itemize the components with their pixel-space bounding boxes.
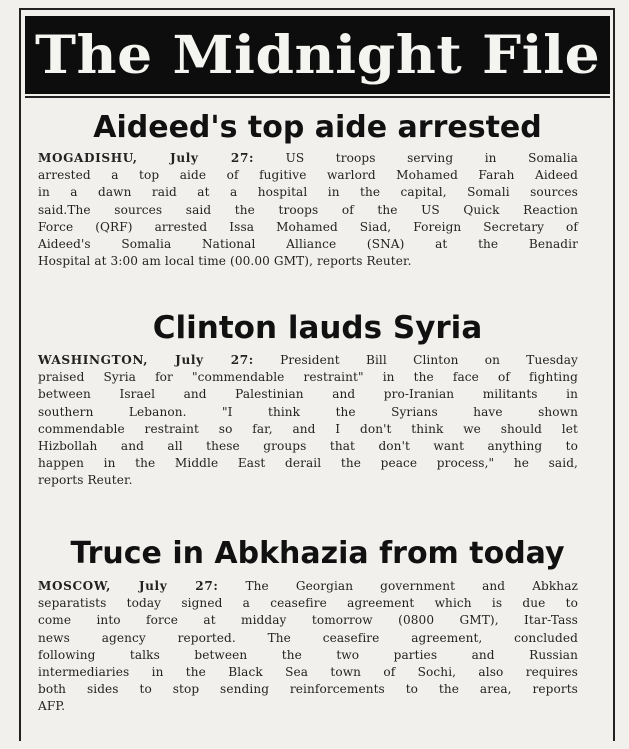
story-line: news agency reported. The ceasefire agreement, concluded <box>38 630 578 645</box>
story-3-headline: Truce in Abkhazia from today <box>70 536 565 571</box>
story-line: WASHINGTON, July 27: President Bill Clinton on Tuesday <box>38 353 578 367</box>
story-3-dateline: MOSCOW, July 27: <box>38 579 219 593</box>
story-2-body <box>38 352 578 490</box>
story-1-body <box>38 150 578 270</box>
story-line: AFP. <box>38 699 66 714</box>
story-line: Force (QRF) arrested Issa Mohamed Siad, Foreign Secretary of <box>38 219 578 234</box>
story-1-headline: Aideed's top aide arrested <box>93 110 542 145</box>
masthead-title: The Midnight File <box>34 24 601 86</box>
story-line: MOGADISHU, July 27: US troops serving in Somalia <box>38 151 578 165</box>
story-line: Hospital at 3:00 am local time (00.00 GMT), reports Reuter. <box>38 254 412 269</box>
story-line: MOSCOW, July 27: The Georgian government and Abkhaz <box>38 579 578 593</box>
story-line: happen in the Middle East derail the peace process," he said, <box>38 456 578 471</box>
story-line: in a dawn raid at a hospital in the capital, Somali sources <box>38 185 578 200</box>
story-line: reports Reuter. <box>38 473 133 488</box>
story-3-body <box>38 578 578 716</box>
story-line: Aideed's Somalia National Alliance (SNA) at the Benadir <box>38 237 578 252</box>
masthead-banner <box>25 16 610 94</box>
story-2-headline: Clinton lauds Syria <box>152 310 483 346</box>
story-line: intermediaries in the Black Sea town of Sochi, also requires <box>38 665 578 680</box>
story-line: both sides to stop sending reinforcements to the area, reports <box>38 682 578 697</box>
story-line: commendable restraint so far, and I don't think we should let <box>38 421 578 436</box>
story-line: said.The sources said the troops of the US Quick Reaction <box>38 202 578 217</box>
story-2-dateline: WASHINGTON, July 27: <box>38 353 254 367</box>
story-line: separatists today signed a ceasefire agreement which is due to <box>38 596 578 611</box>
story-line: southern Lebanon. "I think the Syrians have shown <box>38 404 578 419</box>
masthead-rule <box>25 96 610 98</box>
story-line: following talks between the two parties and Russian <box>38 647 578 662</box>
story-1-dateline: MOGADISHU, July 27: <box>38 151 255 165</box>
story-line: between Israel and Palestinian and pro-Iranian militants in <box>38 387 578 402</box>
story-line: arrested a top aide of fugitive warlord Mohamed Farah Aideed <box>38 168 578 183</box>
story-line: Hizbollah and all these groups that don't want anything to <box>38 439 578 454</box>
story-line: praised Syria for "commendable restraint" in the face of fighting <box>38 370 578 385</box>
story-line: come into force at midday tomorrow (0800 GMT), Itar-Tass <box>38 613 578 628</box>
